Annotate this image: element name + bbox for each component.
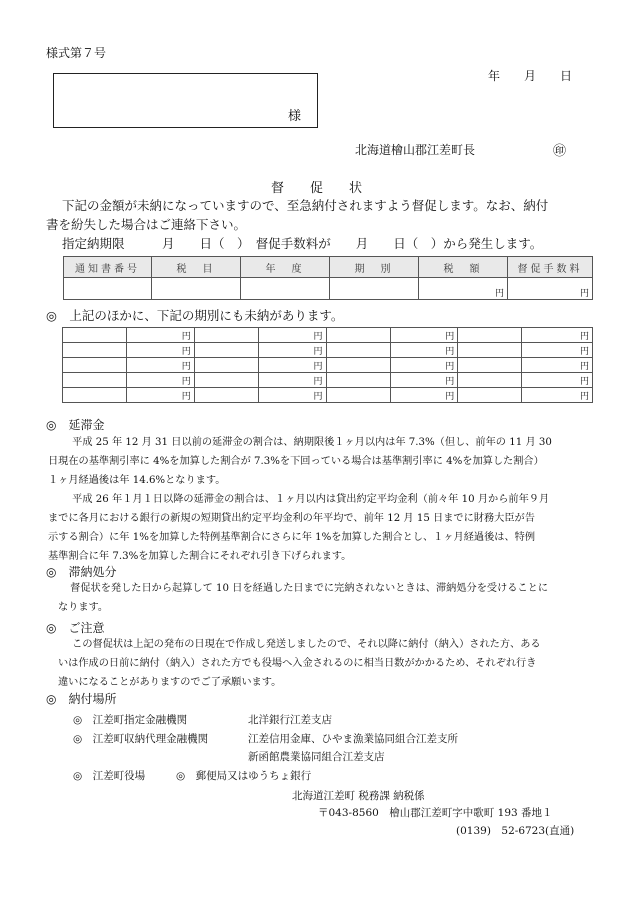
payment-place-label: ◎ 江差町役場 [73,770,146,782]
header-fiscal-year: 年 度 [241,257,330,278]
contact-phone: (0139) 52-6723(直通) [456,825,575,837]
entry-cell[interactable] [63,358,127,373]
amount-cell[interactable]: 円 [127,343,195,358]
table-row [64,278,593,300]
entry-cell[interactable] [63,343,127,358]
header-tax-item: 税 目 [152,257,241,278]
main-table-header [64,257,593,278]
amount-cell[interactable]: 円 [522,388,593,403]
cell-notice-number[interactable] [64,278,152,300]
cell-fiscal-year[interactable] [241,278,330,300]
amount-cell[interactable]: 円 [127,328,195,343]
amount-cell[interactable]: 円 [390,343,458,358]
payment-place-value: 北洋銀行江差支店 [248,714,332,726]
payment-place-label: ◎ 江差町収納代理金融機関 [73,733,209,745]
amount-cell[interactable]: 円 [258,373,326,388]
amount-cell[interactable]: 円 [127,388,195,403]
header-tax-amount: 税 額 [419,257,508,278]
entry-cell[interactable] [458,343,522,358]
form-number: 様式第７号 [46,46,107,60]
amount-cell[interactable]: 円 [390,388,458,403]
payment-places-heading: ◎ 納付場所 [46,692,117,706]
table-row [63,388,593,403]
entry-cell[interactable] [194,388,258,403]
contact-office: 北海道江差町 税務課 納税係 [292,790,425,802]
entry-cell[interactable] [458,373,522,388]
late-fee-heading: ◎ 延滞金 [46,418,105,432]
amount-cell[interactable]: 円 [390,328,458,343]
header-period: 期 別 [330,257,419,278]
header-dunning-fee: 督促手数料 [508,257,593,278]
late-fee-line: までに各月における銀行の新規の短期貸出約定平均金利の年平均で、前年 12 月 15 日までに財務大臣が告 [48,513,535,524]
cell-period[interactable] [330,278,419,300]
payment-place-value: 江差信用金庫、ひやま漁業協同組合江差支所 [248,733,458,745]
entry-cell[interactable] [326,328,390,343]
addressee-box[interactable] [53,73,318,128]
entry-cell[interactable] [194,358,258,373]
delinquency-line: なります。 [58,602,109,613]
header-notice-number: 通知書番号 [64,257,152,278]
table-row [63,343,593,358]
late-fee-line: 基準割合に年 7.3%を加算した割合にそれぞれ引き下げられます。 [48,551,352,562]
contact-address: 〒043-8560 檜山郡江差町字中歌町 193 番地１ [318,807,553,819]
payment-place-value: 新函館農業協同組合江差支店 [248,751,385,763]
entry-cell[interactable] [194,373,258,388]
cell-dunning-fee[interactable]: 円 [508,278,593,300]
delinquency-heading: ◎ 滞納処分 [46,565,117,579]
late-fee-line: １ヶ月経過後は年 14.6%となります。 [48,475,226,486]
amount-cell[interactable]: 円 [522,373,593,388]
delinquency-line: 督促状を発した日から起算して 10 日を経過した日までに完納されないときは、滞納処分を受けることに [60,583,549,594]
entry-cell[interactable] [326,343,390,358]
payment-place-label: ◎ 江差町指定金融機関 [73,714,188,726]
entry-cell[interactable] [63,373,127,388]
table-row [63,373,593,388]
entry-cell[interactable] [63,328,127,343]
entry-cell[interactable] [326,358,390,373]
amount-cell[interactable]: 円 [258,388,326,403]
amount-cell[interactable]: 円 [258,358,326,373]
issuer-name: 北海道檜山郡江差町長 [355,143,476,157]
delinquency-text [60,579,548,617]
other-unpaid-heading: ◎ 上記のほかに、下記の期別にも未納があります。 [46,308,344,323]
document-title: 督 促 状 [271,181,363,196]
entry-cell[interactable] [458,388,522,403]
amount-cell[interactable]: 円 [522,328,593,343]
notice-line: いは作成の日前に納付（納入）された方でも役場へ入金されるのに相当日数がかかるため、それぞれ行き [58,658,537,669]
notice-line: この督促状は上記の発布の日現在で作成し発送しましたので、それ以降に納付（納入）された方、ある [62,639,541,650]
entry-cell[interactable] [194,328,258,343]
other-unpaid-table [62,327,593,403]
entry-cell[interactable] [63,388,127,403]
deadline-line: 指定納期限 月 日（ ） 督促手数料が 月 日（ ）から発生します。 [62,236,543,251]
seal-mark: ㊞ [553,144,567,159]
late-fee-line: 平成 26 年１月１日以降の延滞金の割合は、１ヶ月以内は貸出約定平均金利（前々年 10 月から前年９月 [62,494,550,505]
entry-cell[interactable] [458,358,522,373]
amount-cell[interactable]: 円 [522,358,593,373]
addressee-suffix: 様 [287,109,301,124]
entry-cell[interactable] [326,388,390,403]
cell-tax-amount[interactable]: 円 [419,278,508,300]
amount-cell[interactable]: 円 [522,343,593,358]
table-row [63,328,593,343]
issue-date: 年 月 日 [488,69,573,83]
late-fee-line: 示する割合）に年 1%を加算した特例基準割合にさらに年 1%を加算した割合とし、１ヶ月経過後は、特例 [48,532,536,543]
notice-text [58,635,541,692]
entry-cell[interactable] [458,328,522,343]
entry-cell[interactable] [326,373,390,388]
late-fee-text [48,433,552,566]
amount-cell[interactable]: 円 [390,373,458,388]
entry-cell[interactable] [194,343,258,358]
table-row [63,358,593,373]
notice-line: 違いになることがありますのでご了承願います。 [58,677,282,688]
intro-line-2: 書を紛失した場合はご連絡下さい。 [46,217,247,232]
amount-cell[interactable]: 円 [258,343,326,358]
cell-tax-item[interactable] [152,278,241,300]
amount-cell[interactable]: 円 [390,358,458,373]
payment-place-value: ◎ 郵便局又はゆうちょ銀行 [176,770,312,782]
amount-cell[interactable]: 円 [127,373,195,388]
intro-line-1: 下記の金額が未納になっていますので、至急納付されますよう督促します。なお、納付 [62,198,549,213]
main-table [63,256,593,300]
amount-cell[interactable]: 円 [258,328,326,343]
late-fee-line: 日現在の基準割引率に 4%を加算した割合が 7.3%を下回っている場合は基準割引率に 4%を加算した割合） [48,456,544,467]
notice-heading: ◎ ご注意 [46,621,105,635]
amount-cell[interactable]: 円 [127,358,195,373]
late-fee-line: 平成 25 年 12 月 31 日以前の延滞金の割合は、納期限後１ヶ月以内は年 7.3%（但し、前年の 11 月 30 [62,437,552,448]
